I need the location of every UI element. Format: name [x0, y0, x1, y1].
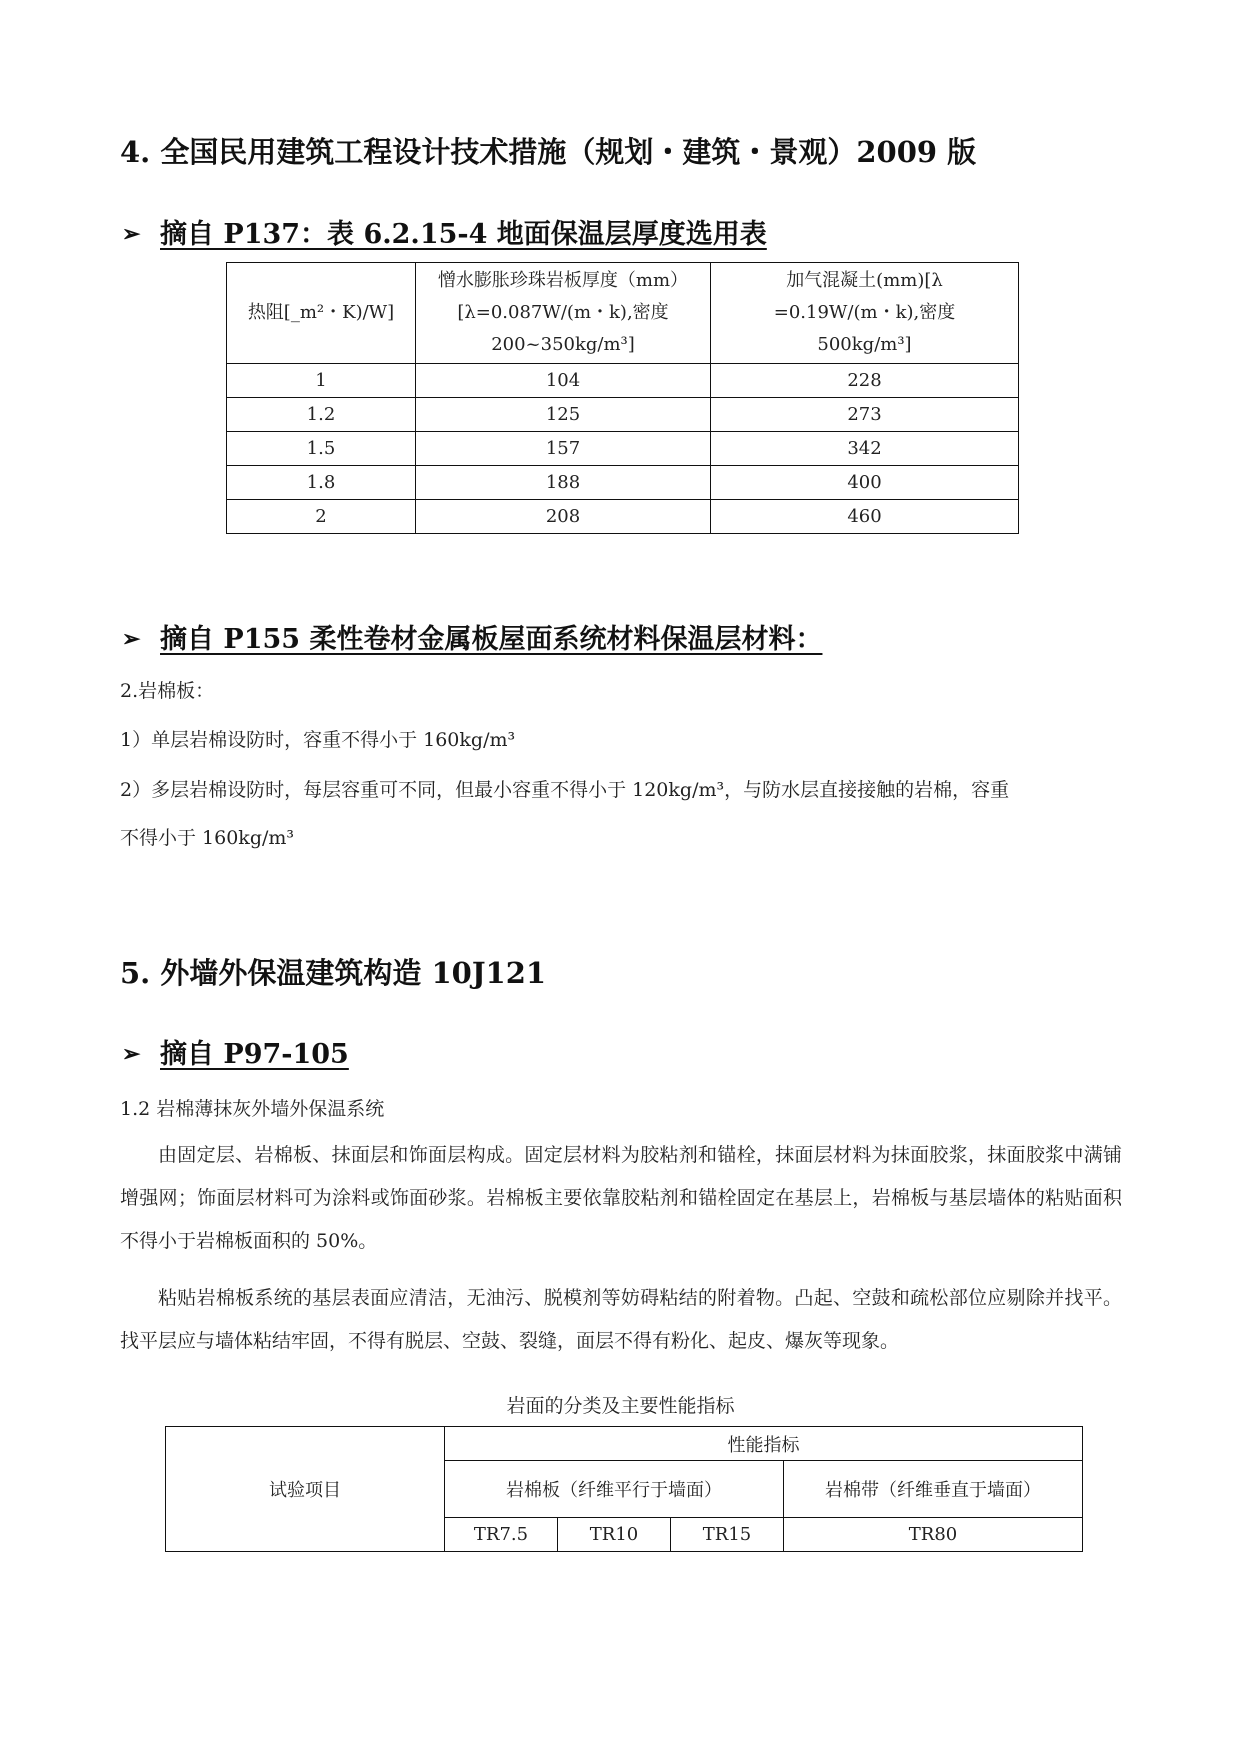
paragraph-2: 粘贴岩棉板系统的基层表面应清洁，无油污、脱模剂等妨碍粘结的附着物。凸起、空鼓和疏松部位应剔除并找平。找平层应与墙体粘结牢固，不得有脱层、空鼓、裂缝，面层不得有粉化、起皮、爆灰等现象。	[120, 1287, 1122, 1352]
header-perlite-line-1: 憎水膨胀珍珠岩板厚度（mm）	[437, 270, 689, 291]
header-thermal-resistance: 热阻[_m²・K)/W]	[227, 263, 416, 364]
table-cell: TR80	[784, 1518, 1083, 1552]
header-aerated-concrete	[711, 263, 1019, 364]
subheading-text: 摘自 P155 柔性卷材金属板屋面系统材料保温层材料：	[160, 624, 823, 655]
paragraph-1: 由固定层、岩棉板、抹面层和饰面层构成。固定层材料为胶粘剂和锚栓，抹面层材料为抹面胶浆，抹面胶浆中满铺增强网；饰面层材料可为涂料或饰面砂浆。岩棉板主要依靠胶粘剂和锚栓固定在基层上，岩棉板与基层墙体的粘贴面积不得小于岩棉板面积的 50%。	[120, 1144, 1122, 1252]
section-5-subheading-1	[122, 1032, 349, 1071]
table-cell: 228	[711, 364, 1019, 398]
table-header-row	[166, 1427, 1083, 1461]
arrow-bullet-icon: ➢	[122, 221, 141, 247]
header-concrete-line-1: 加气混凝土(mm)[λ	[786, 270, 943, 291]
table-cell: 188	[416, 466, 711, 500]
subheading-text: 摘自 P97-105	[160, 1039, 349, 1070]
table-row	[227, 364, 1019, 398]
table-cell: 208	[416, 500, 711, 534]
header-rock-wool-strip: 岩棉带（纤维垂直于墙面）	[784, 1461, 1083, 1518]
subheading-text: 摘自 P137：表 6.2.15-4 地面保温层厚度选用表	[160, 219, 767, 250]
header-perlite-line-3: 200~350kg/m³]	[491, 334, 635, 355]
table-cell: 157	[416, 432, 711, 466]
header-concrete-line-3: 500kg/m³]	[817, 334, 912, 355]
table-cell: TR10	[558, 1518, 671, 1552]
table-cell: TR15	[671, 1518, 784, 1552]
section-4-subheading-1	[122, 212, 767, 251]
table-cell: 125	[416, 398, 711, 432]
header-rock-wool-board: 岩棉板（纤维平行于墙面）	[445, 1461, 784, 1518]
table-row	[227, 432, 1019, 466]
section-5-title: 5. 外墙外保温建筑构造 10J121	[120, 956, 547, 990]
header-perlite-board	[416, 263, 711, 364]
system-heading: 1.2 岩棉薄抹灰外墙外保温系统	[120, 1098, 385, 1120]
rock-wool-board-label: 2.岩棉板：	[120, 680, 215, 702]
table-cell: 1.5	[227, 432, 416, 466]
table-row	[227, 466, 1019, 500]
table-cell: 342	[711, 432, 1019, 466]
header-performance-indicators: 性能指标	[445, 1427, 1083, 1461]
header-test-item: 试验项目	[166, 1427, 445, 1552]
table-cell: 2	[227, 500, 416, 534]
section-4-subheading-2	[122, 617, 822, 656]
table-caption: 岩面的分类及主要性能指标	[506, 1395, 735, 1417]
single-layer-requirement: 1）单层岩棉设防时，容重不得小于 160kg/m³	[120, 729, 516, 751]
table-cell: 1.2	[227, 398, 416, 432]
table-cell: 273	[711, 398, 1019, 432]
multi-layer-requirement-cont: 不得小于 160kg/m³	[120, 827, 295, 849]
performance-indicator-table	[165, 1426, 1083, 1552]
table-row	[227, 398, 1019, 432]
table-cell: 104	[416, 364, 711, 398]
table-cell: 1.8	[227, 466, 416, 500]
section-4-title: 4. 全国民用建筑工程设计技术措施（规划・建筑・景观）2009 版	[120, 135, 977, 169]
table-cell: 400	[711, 466, 1019, 500]
table-cell: 1	[227, 364, 416, 398]
table-cell: 460	[711, 500, 1019, 534]
table-cell: TR7.5	[445, 1518, 558, 1552]
arrow-bullet-icon: ➢	[122, 1041, 141, 1067]
table-row	[227, 500, 1019, 534]
header-concrete-line-2: =0.19W/(m・k),密度	[773, 302, 956, 323]
table-header-row	[227, 263, 1019, 364]
header-perlite-line-2: [λ=0.087W/(m・k),密度	[457, 302, 669, 323]
arrow-bullet-icon: ➢	[122, 626, 141, 652]
floor-insulation-thickness-table	[226, 262, 1019, 534]
multi-layer-requirement: 2）多层岩棉设防时，每层容重可不同，但最小容重不得小于 120kg/m³，与防水层直接接触的岩棉，容重	[120, 779, 1010, 801]
